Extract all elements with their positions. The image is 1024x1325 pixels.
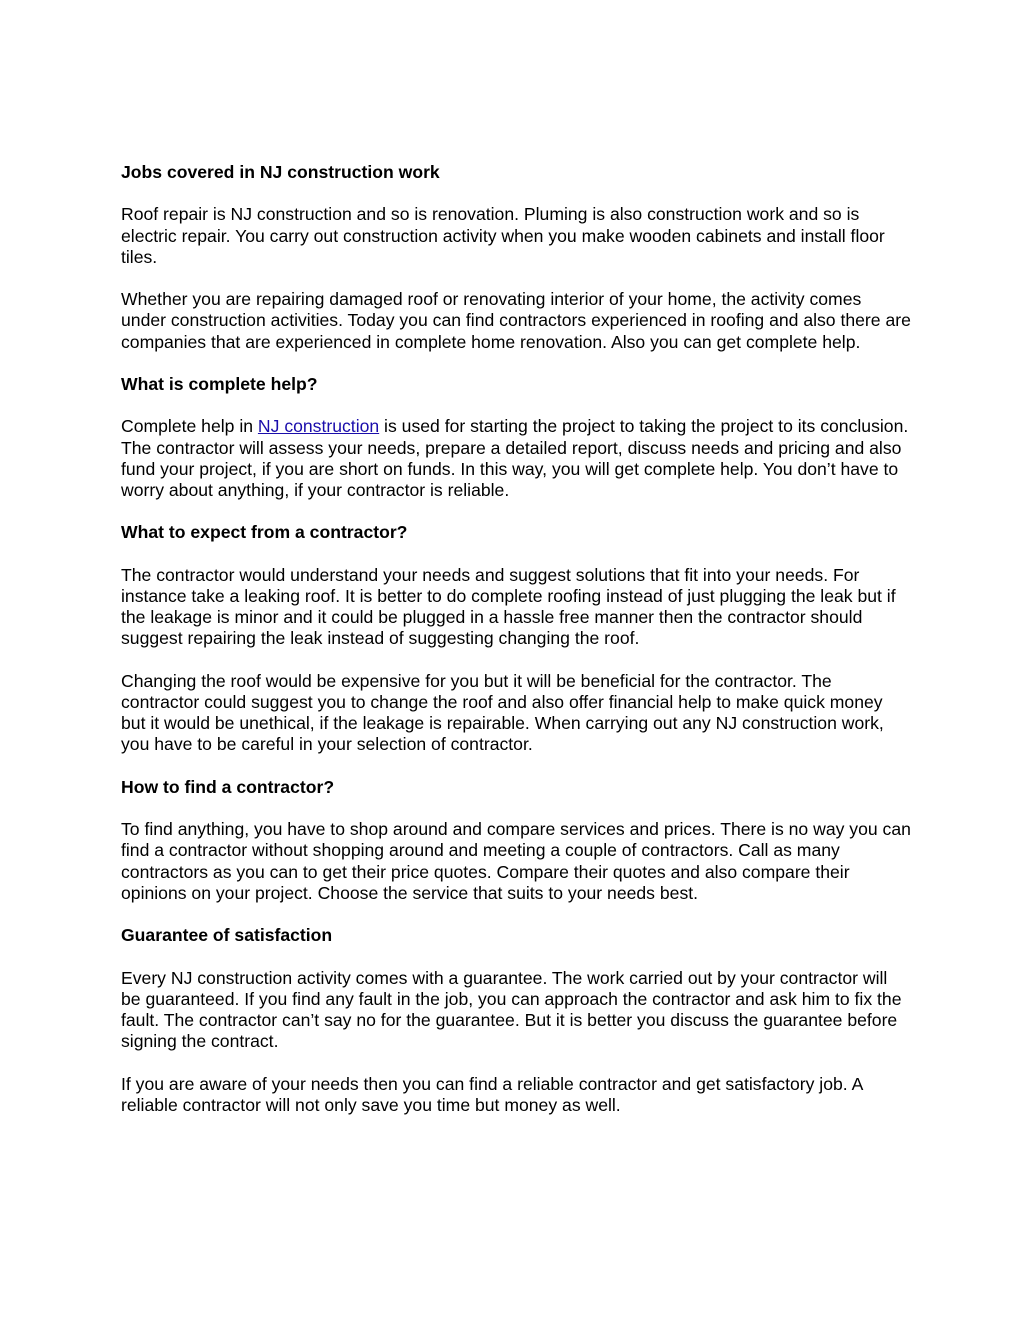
paragraph-repairing-renovating: Whether you are repairing damaged roof or renovating interior of your home, the activity comes under construction activities. Today you can find contractors experienced in roofing and also there are companies that are experienced in complete home renovation. Also you can get complete help. bbox=[121, 289, 911, 352]
paragraph-complete-help bbox=[121, 416, 911, 501]
paragraph-understand-needs: The contractor would understand your needs and suggest solutions that fit into your needs. For instance take a leaking roof. It is better to do complete roofing instead of just plugging the leak but if the leakage is minor and it could be plugged in a hassle free manner then the contractor should suggest repairing the leak instead of suggesting changing the roof. bbox=[121, 564, 896, 649]
section-heading-guarantee: Guarantee of satisfaction bbox=[121, 925, 333, 946]
paragraph-text-before-link: Complete help in bbox=[121, 416, 258, 437]
section-heading-complete-help: What is complete help? bbox=[121, 373, 318, 394]
document-body bbox=[121, 162, 911, 1116]
paragraph-conclusion: If you are aware of your needs then you can find a reliable contractor and get satisfactory job. A reliable contractor will not only save you time but money as well. bbox=[121, 1073, 863, 1115]
section-heading-jobs: Jobs covered in NJ construction work bbox=[121, 162, 440, 182]
paragraph-roof-repair: Roof repair is NJ construction and so is renovation. Pluming is also construction work and so is electric repair. You carry out construction activity when you make wooden cabinets and install floor tiles. bbox=[121, 204, 885, 267]
paragraph-guarantee: Every NJ construction activity comes with a guarantee. The work carried out by your contractor will be guaranteed. If you find any fault in the job, you can approach the contractor and ask him to fix the fault. The contractor can’t say no for the guarantee. But it is better you discuss the guarantee before signing the contract. bbox=[121, 967, 902, 1052]
paragraph-changing-roof: Changing the roof would be expensive for you but it will be beneficial for the contractor. The contractor could suggest you to change the roof and also offer financial help to make quick money but it would be unethical, if the leakage is repairable. When carrying out any NJ construction work, you have to be careful in your selection of contractor. bbox=[121, 670, 884, 755]
paragraph-shop-around: To find anything, you have to shop around and compare services and prices. There is no way you can find a contractor without shopping around and meeting a couple of contractors. Call as many contractors as you can to get their price quotes. Compare their quotes and also compare their opinions on your project. Choose the service that suits to your needs best. bbox=[121, 819, 911, 903]
section-heading-expect: What to expect from a contractor? bbox=[121, 522, 408, 543]
paragraph-text-after-link: is used for starting the project to taking the project to its conclusion. The contractor will assess your needs, prepare a detailed report, discuss needs and pricing and also fund your project, if you are short on funds. In this way, you will get complete help. You don’t have to worry about anything, if your contractor is reliable. bbox=[121, 416, 909, 500]
nj-construction-link[interactable]: NJ construction bbox=[257, 416, 380, 437]
section-heading-find-contractor: How to find a contractor? bbox=[121, 776, 335, 797]
